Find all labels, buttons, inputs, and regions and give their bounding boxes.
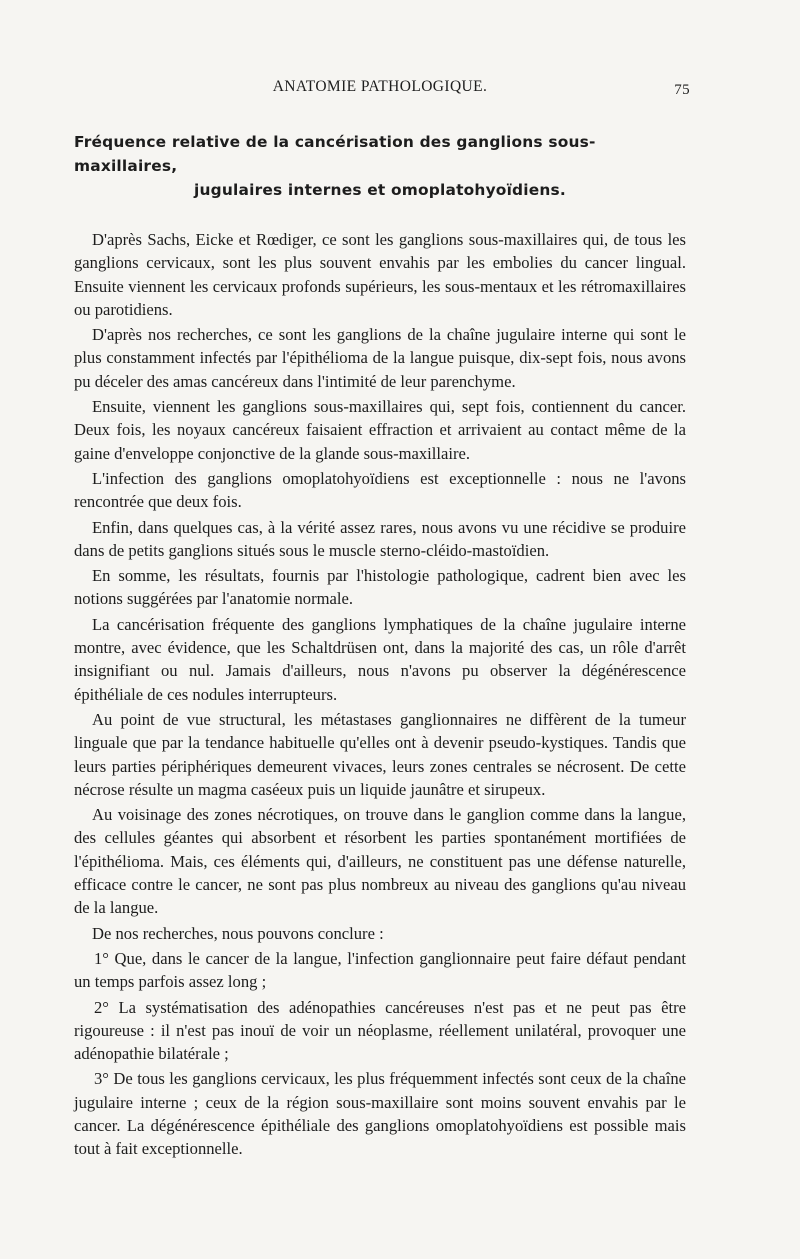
page-content bbox=[74, 72, 690, 1163]
conclusion-item-3: 3° De tous les ganglions cervicaux, les plus fréquemment infectés sont ceux de la chaîne jugulaire interne ; ceux de la région sous-maxillaire sont moins souvent envahis par le cancer. La dégénérescence épithéliale des ganglions omoplatohyoïdiens est possible mais tout à fait exceptionnelle. bbox=[74, 1069, 686, 1159]
paragraph: De nos recherches, nous pouvons conclure : bbox=[92, 923, 384, 943]
conclusion-item-2: 2° La systématisation des adénopathies cancéreuses n'est pas et ne peut pas être rigoureuse : il n'est pas inouï de voir un néoplasme, réellement unilatéral, provoquer une adénopathie bilatérale ; bbox=[74, 997, 686, 1064]
page-number: 75 bbox=[674, 82, 690, 98]
section-title bbox=[74, 130, 686, 202]
running-head bbox=[74, 72, 690, 102]
paragraph: D'après Sachs, Eicke et Rœdiger, ce sont les ganglions sous-maxillaires qui, de tous les ganglions cervicaux, sont les plus souvent envahis par les embolies du cancer lingual. Ensuite viennent les cervicaux profonds supérieurs, les sous-mentaux et les rétromaxillaires ou parotidiens. bbox=[74, 230, 686, 319]
paragraph: Ensuite, viennent les ganglions sous-maxillaires qui, sept fois, contiennent du cancer. Deux fois, les noyaux cancéreux faisaient effraction et arrivaient au contact même de la gaine d'enveloppe conjonctive de la glande sous-maxillaire. bbox=[74, 397, 686, 463]
paragraph: Au voisinage des zones nécrotiques, on trouve dans le ganglion comme dans la langue, des cellules géantes qui absorbent et résorbent les parties spontanément mortifiées de l'épithélioma. Mais, ces éléments qui, d'ailleurs, ne constituent pas une défense naturelle, efficace contre le cancer, ne sont pas plus nombreux au niveau des ganglions qu'au niveau de la langue. bbox=[74, 805, 686, 918]
paragraph: L'infection des ganglions omoplatohyoïdiens est exceptionnelle : nous ne l'avons rencontrée que deux fois. bbox=[74, 468, 686, 512]
section-title-line-1: Fréquence relative de la cancérisation des ganglions sous-maxillaires, bbox=[74, 133, 596, 175]
conclusion-item-1: 1° Que, dans le cancer de la langue, l'infection ganglionnaire peut faire défaut pendant un temps parfois assez long ; bbox=[74, 948, 686, 992]
paragraph: D'après nos recherches, ce sont les ganglions de la chaîne jugulaire interne qui sont le plus constamment infectés par l'épithélioma de la langue puisque, dix-sept fois, nous avons pu déceler des amas cancéreux dans l'intimité de leur parenchyme. bbox=[74, 325, 686, 391]
running-head-title: ANATOMIE PATHOLOGIQUE. bbox=[272, 78, 488, 95]
section-title-line-2: jugulaires internes et omoplatohyoïdiens. bbox=[194, 181, 566, 199]
paragraph: La cancérisation fréquente des ganglions lymphatiques de la chaîne jugulaire interne montre, avec évidence, que les Schaltdrüsen ont, dans la majorité des cas, un rôle d'arrêt insignifiant ou nul. Jamais d'ailleurs, nous n'avons pu observer la dégénérescence épithéliale de ces nodules interrupteurs. bbox=[74, 614, 686, 704]
paragraph: En somme, les résultats, fournis par l'histologie pathologique, cadrent bien avec les notions suggérées par l'anatomie normale. bbox=[74, 566, 686, 609]
body-text bbox=[74, 228, 686, 1161]
paragraph: Enfin, dans quelques cas, à la vérité assez rares, nous avons vu une récidive se produire dans de petits ganglions situés sous le muscle sterno-cléido-mastoïdien. bbox=[74, 517, 686, 560]
paragraph: Au point de vue structural, les métastases ganglionnaires ne diffèrent de la tumeur linguale que par la tendance habituelle qu'elles ont à devenir pseudo-kystiques. Tandis que leurs parties périphériques demeurent vivaces, leurs zones centrales se nécrosent. De cette nécrose résulte un magma caséeux puis un liquide jaunâtre et sirupeux. bbox=[74, 709, 686, 799]
